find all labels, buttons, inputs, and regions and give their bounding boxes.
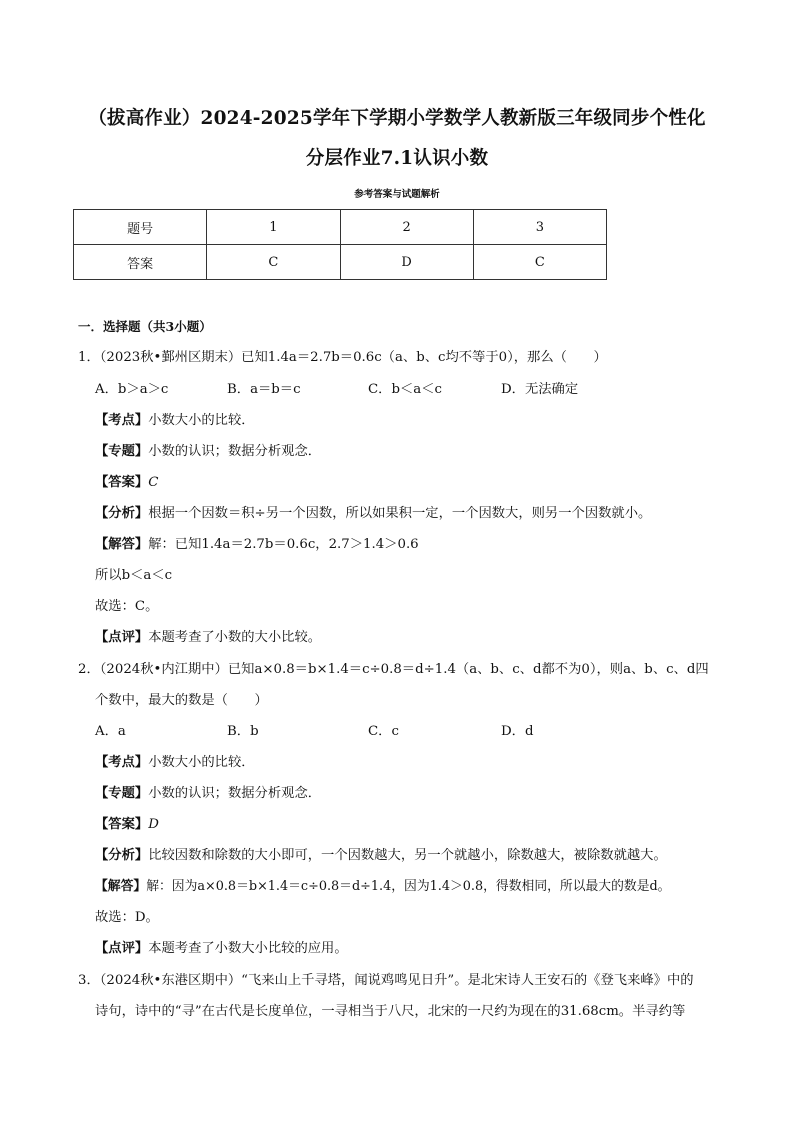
daan-tag: 【答案】 — [95, 475, 149, 490]
fenxi-tag: 【分析】 — [95, 506, 149, 521]
table-cell: C — [473, 245, 606, 280]
daan-line — [95, 473, 158, 493]
jieda-tag: 【解答】 — [95, 879, 147, 894]
table-row — [74, 210, 607, 245]
fenxi-line — [95, 846, 667, 866]
zhuanti-tag: 【专题】 — [95, 444, 149, 459]
table-cell: 答案 — [74, 245, 207, 280]
kaodian-tag: 【考点】 — [95, 755, 149, 770]
question-1-stem: 1．（2023秋•鄞州区期末）已知1.4a＝2.7b＝0.6c（a、b、c均不等于0），那么（ ） — [78, 350, 607, 365]
zhuanti-line — [95, 442, 321, 462]
dianping-tag: 【点评】 — [95, 630, 149, 645]
option-c: C．c — [368, 724, 399, 739]
table-cell: 1 — [207, 210, 340, 245]
daan-line — [95, 815, 159, 835]
dianping-text: 本题考查了小数大小比较的应用。 — [148, 941, 348, 956]
question-2-options — [95, 722, 695, 742]
option-b: B．b — [227, 724, 259, 739]
option-a: A．a — [95, 724, 126, 739]
question-2-stem-cont: 个数中，最大的数是（ ） — [95, 693, 268, 708]
question-3-stem-cont: 诗句，诗中的“寻”在古代是长度单位，一寻相当于八尺，北宋的一尺约为现在的31.68cm。半寻约等 — [95, 1004, 686, 1019]
solution-line: 所以b＜a＜c — [95, 568, 173, 583]
jieda-line — [95, 535, 419, 555]
option-c: C．b＜a＜c — [368, 382, 442, 397]
option-d: D．无法确定 — [501, 382, 579, 397]
fenxi-text: 根据一个因数＝积÷另一个因数，所以如果积一定，一个因数大，则另一个因数就小。 — [148, 506, 652, 521]
question-3-stem: 3．（2024秋•东港区期中）“飞来山上千寻塔，闻说鸡鸣见日升”。是北宋诗人王安石的《登飞来峰》中的 — [78, 973, 694, 988]
daan-tag: 【答案】 — [95, 817, 149, 832]
section-heading: 一．选择题（共3小题） — [78, 319, 212, 334]
table-cell: C — [207, 245, 340, 280]
jieda-text: 解：因为a×0.8＝b×1.4＝c÷0.8＝d÷1.4，因为1.4＞0.8，得数相同，所以最大的数是d。 — [146, 879, 671, 894]
option-a: A．b＞a＞c — [95, 382, 169, 397]
zhuanti-tag: 【专题】 — [95, 786, 149, 801]
dianping-tag: 【点评】 — [95, 941, 149, 956]
zhuanti-text: 小数的认识；数据分析观念． — [148, 786, 322, 801]
jieda-text: 解：已知1.4a＝2.7b＝0.6c，2.7＞1.4＞0.6 — [148, 537, 419, 552]
zhuanti-line — [95, 784, 321, 804]
dianping-text: 本题考查了小数的大小比较。 — [148, 630, 322, 645]
solution-line: 故选：D。 — [95, 910, 159, 925]
daan-text: D — [148, 817, 159, 832]
solution-line: 故选：C。 — [95, 599, 159, 614]
zhuanti-text: 小数的认识；数据分析观念． — [148, 444, 322, 459]
fenxi-tag: 【分析】 — [95, 848, 149, 863]
dianping-line — [95, 628, 321, 648]
kaodian-text: 小数大小的比较． — [148, 755, 255, 770]
question-1-options — [95, 380, 695, 400]
table-cell: 2 — [340, 210, 473, 245]
table-cell: 3 — [473, 210, 606, 245]
option-b: B．a＝b＝c — [227, 382, 301, 397]
kaodian-text: 小数大小的比较． — [148, 413, 255, 428]
kaodian-line — [95, 753, 255, 773]
fenxi-line — [95, 504, 651, 524]
kaodian-tag: 【考点】 — [95, 413, 149, 428]
daan-text: C — [148, 475, 159, 490]
kaodian-line — [95, 411, 255, 431]
table-cell: D — [340, 245, 473, 280]
table-row — [74, 245, 607, 280]
option-d: D．d — [501, 724, 534, 739]
fenxi-text: 比较因数和除数的大小即可，一个因数越大，另一个就越小，除数越大，被除数就越大。 — [148, 848, 667, 863]
document-title-line2: 分层作业7.1认识小数 — [305, 148, 489, 169]
jieda-line — [95, 877, 670, 897]
question-2-stem: 2．（2024秋•内江期中）已知a×0.8＝b×1.4＝c÷0.8＝d÷1.4（a、b、c、d都不为0），则a、b、c、d四 — [78, 662, 709, 677]
answer-table — [73, 209, 607, 280]
document-subtitle: 参考答案与试题解析 — [354, 189, 440, 200]
dianping-line — [95, 939, 348, 959]
document-title-line1: （拔高作业）2024-2025学年下学期小学数学人教新版三年级同步个性化 — [88, 108, 706, 129]
table-cell: 题号 — [74, 210, 207, 245]
jieda-tag: 【解答】 — [95, 537, 149, 552]
